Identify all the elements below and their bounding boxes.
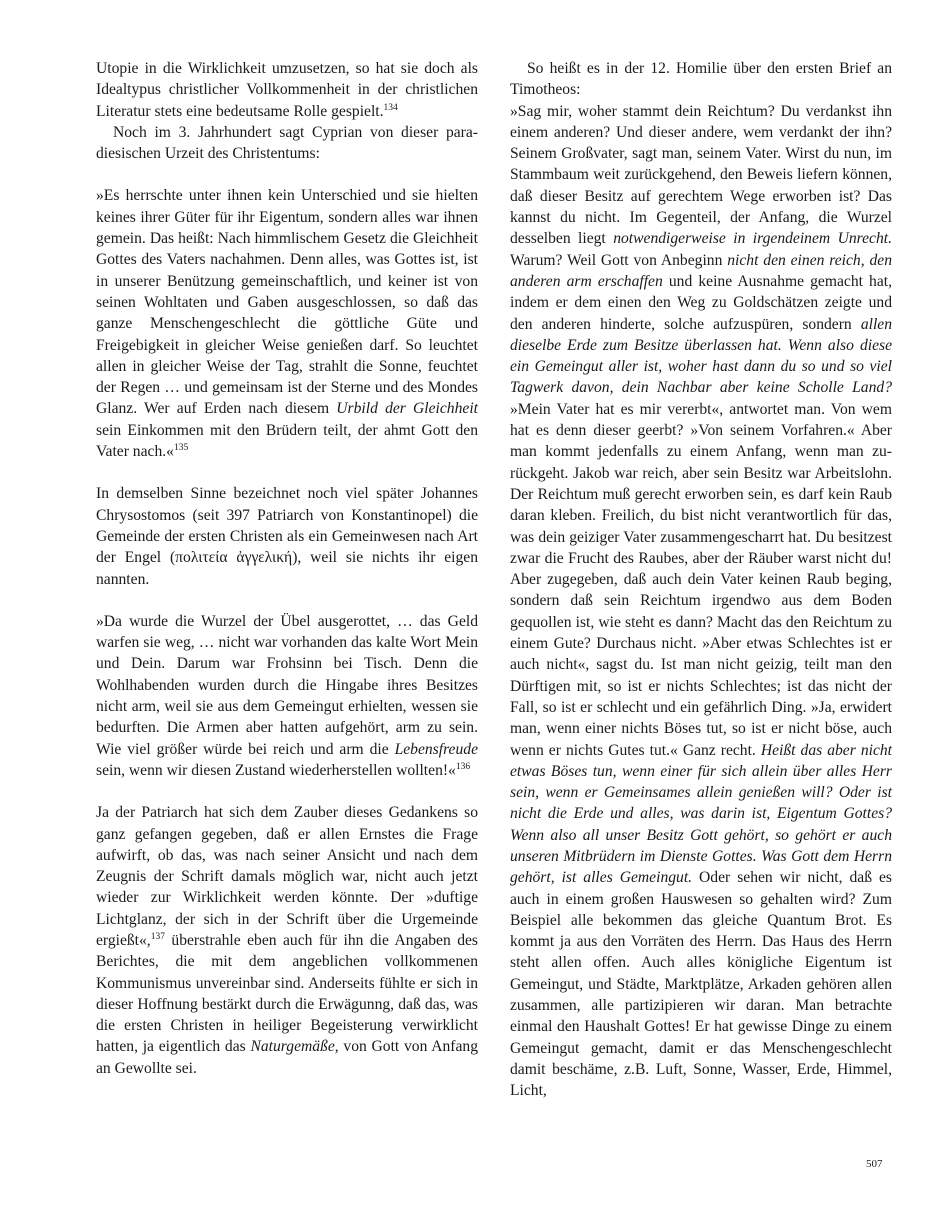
- text: »Es herrschte unter ihnen kein Unterschied und sie hielten keines ihrer Güter für ihr Eigentum, sondern alles war ihnen gemein. Das heißt: Nach himmlischem Gesetz die Gleichheit Gottes des Vaters nachahmen. Denn alles, was Gottes ist, ist in unserer Benützung gemeinschaftlich, und keiner ist von seinen Wohltaten und Gaben ausgeschlossen, so daß das ganze Menschengeschlecht die göttliche Güte und Freigebigkeit in gleicher Weise genießen darf. So leuchtet allen in gleicher Weise der Tag, strahlt die Sonne, feuchtet der Regen … und gemeinsam ist der Sterne und des Mondes Glanz. Wer auf Erden nach diesem: [96, 187, 478, 418]
- left-column: [96, 58, 478, 1079]
- text: Utopie in die Wirklichkeit umzusetzen, so hat sie doch als Idealtypus christlicher Vollkommenheit in der christlichen Literatur stets eine bedeutsame Rolle gespielt.: [96, 60, 478, 120]
- text: sein, wenn wir diesen Zustand wiederherstellen wollten!«: [96, 761, 456, 779]
- paragraph: [96, 122, 478, 165]
- text: In demselben Sinne bezeichnet noch viel später Johannes Chrysostomos (seit 397 Patriarch von Konstantinopel) die Gemeinde der ersten Christen als ein Gemeinwesen nach Art der Engel (πολιτεία ἀγγελική), weil sie nichts ihr eigen nannten.: [96, 485, 478, 588]
- quote-block: [96, 185, 478, 462]
- text: und keine Ausnahme gemacht hat, indem er dem einen den Weg zu Goldschätzen zeigte und den anderen hinderte, solche aufzuspüren, sondern: [510, 272, 892, 333]
- text: Noch im 3. Jahrhundert sagt Cyprian von dieser paradiesischen Urzeit des Christentums:: [96, 123, 478, 163]
- footnote-ref: 136: [455, 761, 471, 772]
- emphasis: nicht den einen reich, den anderen arm erschaffen: [510, 251, 892, 290]
- text: So heißt es in der 12. Homilie über den ersten Brief an Timotheos:: [510, 60, 892, 99]
- paragraph: [510, 58, 892, 101]
- paragraph: [96, 483, 478, 589]
- text: überstrahle eben auch für ihn die Angaben des Berichtes, die mit dem angeblichen vollkommenen Kommunismus unvereinbar sind. Anderseits fühlte er sich in dieser Hoffnung bestärkt durch die Erwägunng, daß das, was die ersten Christen in heiliger Begeisterung verwirklicht hatten, ja eigentlich das: [96, 931, 478, 1056]
- footnote-ref: 137: [150, 931, 165, 942]
- footnote-ref: 134: [383, 102, 398, 113]
- emphasis: Lebensfreude: [394, 740, 478, 758]
- emphasis: notwendigerweise in irgendeinem Unrecht.: [613, 230, 893, 248]
- emphasis: Urbild der Gleichheit: [336, 400, 478, 418]
- text: »Mein Vater hat es mir vererbt«, antwortet man. Von wem hat es denn dieser geerbt? »Von seinem Vorfahren.« Aber man kommt jedenfalls zu einem Anfang, wenn man zurückgeht. Jakob war reich, aber sein Besitz war Arbeitslohn. Der Reichtum muß gerecht erworben sein, es darf kein Raub daran kleben. Freilich, du bist nicht verantwortlich für das, was dein geiziger Vater zusammengescharrt hat. Du besitzest zwar die Frucht des Raubes, aber der Räuber warst nicht du! Aber zugegeben, daß auch dein Vater keinen Raub beging, sondern daß sein Reichtum irgendwo aus dem Boden gequollen ist, wie steht es dann? Macht das den Reichtum zu einem Gute? Durchaus nicht. »Aber etwas Schlechtes ist er auch nicht«, sagst du. Ist man nicht geizig, teilt man den Dürftigen mit, so ist er nichts Schlechtes; ist das nicht der Fall, so ist er schlecht und ein gefährlich Ding. »Ja, erwidert man, wenn einer nichts Böses tut, so ist er nicht böse, auch wenn er nichts Gutes tut.« Ganz recht.: [510, 400, 892, 759]
- text: »Sag mir, woher stammt dein Reichtum? Du verdankst ihn einem anderen? Und dieser andere, wem verdankt der ihn? Seinem Großvater, sagt man, seinem Vater. Wirst du nun, im Stammbaum weit zurückgehend, den Beweis liefern können, daß dieser Besitz auf gerechtem Wege erworben ist? Das kannst du nicht. Im Gegenteil, der Anfang, die Wurzel desselben liegt: [510, 102, 892, 248]
- page-number: 507: [866, 1158, 883, 1170]
- paragraph: [96, 58, 478, 122]
- text: Ja der Patriarch hat sich dem Zauber dieses Gedankens so ganz gefangen gegeben, daß er allen Ernstes die Frage aufwirft, ob das, was nach seiner Ansicht und nach dem Zeugnis der Schrift damals möglich war, nicht auch jetzt wieder zur Wirklichkeit werden könnte. Der »duftige Lichtglanz, der sich in der Schrift über die Urgemeinde ergießt«,: [96, 804, 478, 949]
- footnote-ref: 135: [173, 442, 189, 453]
- right-column: [510, 58, 892, 1102]
- text: Warum? Weil Gott von Anbeginn: [510, 251, 728, 269]
- quote-block: [96, 611, 478, 781]
- quote-block: [510, 101, 892, 1102]
- emphasis: Heißt das aber nicht etwas Böses tun, wenn einer für sich allein über alles Herr sein, wenn er Gemeinsames allein genießen will? Oder ist nicht die Erde und alles, was darin ist, Eigentum Gottes? Wenn also all unser Besitz Gott gehört, so gehört er auch unseren Mitbrüdern im Dienste Gottes. Was Gott dem Herrn gehört, ist alles Gemeingut.: [510, 741, 892, 887]
- paragraph: [96, 802, 478, 1079]
- text: von Gott von Anfang an Gewollte sei.: [96, 1038, 478, 1077]
- text: Oder sehen wir nicht, daß es auch in einem großen Hauswesen so gehalten wird? Zum Beispiel alle bekommen das gleiche Quantum Brot. Es kommt ja aus den Vorräten des Herrn. Das Haus des Herrn steht allen offen. Auch alles königliche Eigentum ist Gemeingut, und Städte, Marktplätze, Arkaden gehören allen zusammen, alle partizipieren wir daran. Man betrachte einmal den Haushalt Gottes! Er hat gewisse Dinge zu einem Gemeingut gemacht, damit er das Menschengeschlecht damit beschäme, z.B. Luft, Sonne, Wasser, Erde, Himmel, Licht,: [510, 869, 892, 1100]
- text: »Da wurde die Wurzel der Übel ausgerottet, … das Geld warfen sie weg, … nicht war vorhanden das kalte Wort Mein und Dein. Darum war Frohsinn bei Tisch. Denn die Wohlhabenden wurden durch die Hingabe ihres Besitzes nicht arm, weil sie aus dem Gemeingut erhielten, wessen sie bedurften. Die Armen aber hatten aufgehört, arm zu sein. Wie viel größer würde bei reich und arm die: [96, 612, 478, 758]
- text: sein Einkommen mit den Brüdern teilt, der ahmt Gott den Vater nach.«: [96, 421, 478, 461]
- emphasis: Naturgemäße,: [250, 1038, 339, 1056]
- emphasis: allen dieselbe Erde zum Besitze überlassen hat. Wenn also diese ein Gemeingut aller ist, woher hast dann du so und so viel Tagwerk davon, dein Nachbar aber keine Scholle Land?: [510, 315, 892, 397]
